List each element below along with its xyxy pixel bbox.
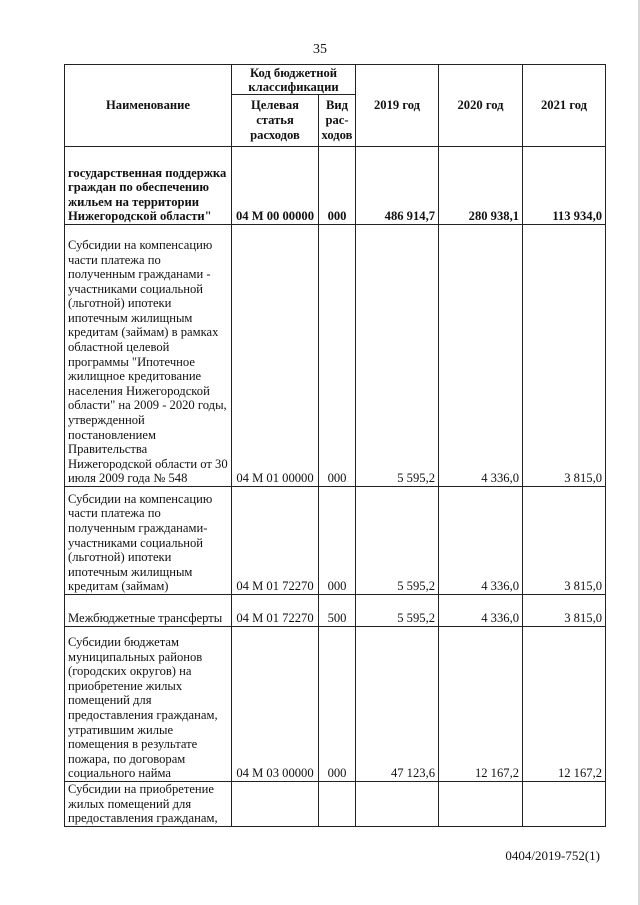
table-row <box>65 627 606 782</box>
table-row <box>65 487 606 595</box>
row-name: Межбюджетные трансферты <box>65 595 232 627</box>
row-target-code <box>232 782 319 827</box>
row-value-2021: 12 167,2 <box>523 627 606 782</box>
document-code: 0404/2019-752(1) <box>505 848 600 863</box>
table-row <box>65 782 606 827</box>
table-row <box>65 225 606 487</box>
row-target-code: 04 М 01 72270 <box>232 595 319 627</box>
row-value-2020: 280 938,1 <box>439 147 523 225</box>
header-name: Наименование <box>65 65 232 147</box>
row-value-2019 <box>356 782 439 827</box>
row-target-code: 04 М 01 00000 <box>232 225 319 487</box>
row-expense-kind <box>319 782 356 827</box>
row-value-2019: 5 595,2 <box>356 225 439 487</box>
header-target-article: Целевая статья расходов <box>232 95 319 147</box>
row-value-2020: 4 336,0 <box>439 487 523 595</box>
row-name: Субсидии на приобретение жилых помещений для предоставления гражданам, <box>65 782 232 827</box>
row-value-2019: 5 595,2 <box>356 487 439 595</box>
header-2021: 2021 год <box>523 65 606 147</box>
table-row <box>65 595 606 627</box>
row-value-2019: 5 595,2 <box>356 595 439 627</box>
row-expense-kind: 000 <box>319 225 356 487</box>
row-name: Субсидии на компенсацию части платежа по полученным гражданами-участниками социальной (льготной) ипотеки ипотечным жилищным кредитам (займам) <box>65 487 232 595</box>
row-name: Субсидии на компенсацию части платежа по полученным гражданами - участниками социальной (льготной) ипотеки ипотечным жилищным кредитам (займам) в рамках областной целевой программы "Ипотечное жилищное кредитование населения Нижегородской области" на 2009 - 2020 годы, утвержденной постановлением Правительства Нижегородской области от 30 июля 2009 года № 548 <box>65 225 232 487</box>
table-row <box>65 147 606 225</box>
row-value-2019: 47 123,6 <box>356 627 439 782</box>
row-target-code: 04 М 00 00000 <box>232 147 319 225</box>
row-value-2020: 4 336,0 <box>439 225 523 487</box>
row-target-code: 04 М 03 00000 <box>232 627 319 782</box>
row-value-2021: 3 815,0 <box>523 487 606 595</box>
row-value-2020: 12 167,2 <box>439 627 523 782</box>
row-name: Субсидии бюджетам муниципальных районов (городских округов) на приобретение жилых помещений для предоставления гражданам, утратившим жилые помещения в результате пожара, по договорам социального найма <box>65 627 232 782</box>
row-expense-kind: 500 <box>319 595 356 627</box>
header-code-group: Код бюджетной классификации <box>232 65 356 95</box>
row-expense-kind: 000 <box>319 627 356 782</box>
budget-table <box>64 64 606 827</box>
row-value-2021: 3 815,0 <box>523 595 606 627</box>
header-expense-kind: Вид рас-ходов <box>319 95 356 147</box>
header-2019: 2019 год <box>356 65 439 147</box>
page-number: 35 <box>313 42 327 57</box>
row-name: государственная поддержка граждан по обеспечению жильем на территории Нижегородской области" <box>65 147 232 225</box>
row-value-2020 <box>439 782 523 827</box>
header-2020: 2020 год <box>439 65 523 147</box>
row-value-2021: 113 934,0 <box>523 147 606 225</box>
row-value-2021 <box>523 782 606 827</box>
row-value-2021: 3 815,0 <box>523 225 606 487</box>
row-target-code: 04 М 01 72270 <box>232 487 319 595</box>
row-expense-kind: 000 <box>319 487 356 595</box>
row-value-2020: 4 336,0 <box>439 595 523 627</box>
row-expense-kind: 000 <box>319 147 356 225</box>
row-value-2019: 486 914,7 <box>356 147 439 225</box>
